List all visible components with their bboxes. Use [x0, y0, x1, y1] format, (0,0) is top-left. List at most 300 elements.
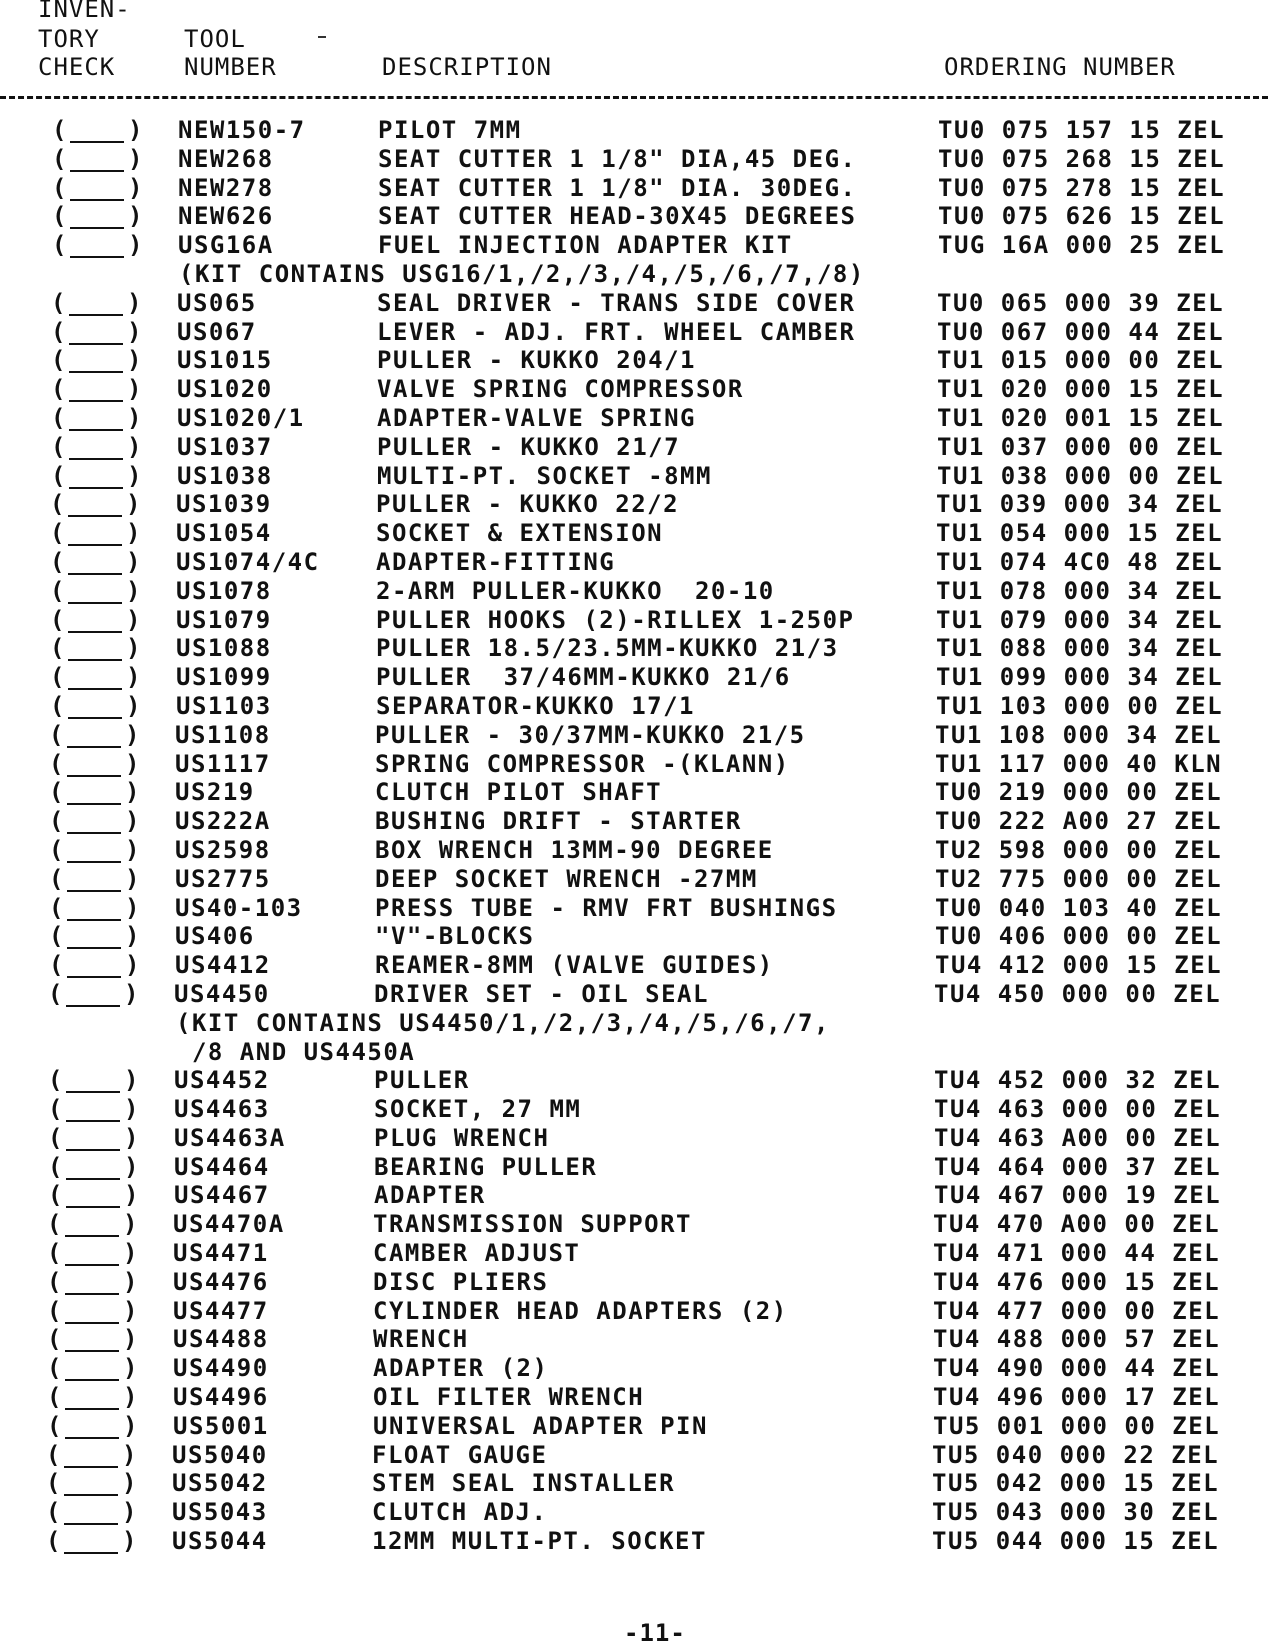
checkbox-blank-line: [70, 256, 124, 258]
checkbox-right-paren: ): [126, 490, 142, 519]
tool-number: US4471: [173, 1239, 269, 1268]
stray-mark: [318, 36, 326, 38]
table-row: [0, 749, 1280, 778]
inventory-checkbox[interactable]: [50, 662, 142, 692]
inventory-checkbox[interactable]: [49, 864, 141, 894]
ordering-number: TU1 117 000 40 KLN: [935, 749, 1223, 778]
checkbox-left-paren: (: [50, 576, 66, 605]
tool-list: [0, 115, 1280, 1555]
checkbox-right-paren: ): [122, 1469, 138, 1498]
inventory-checkbox[interactable]: [48, 1065, 140, 1095]
tool-description: PULLER - KUKKO 21/7: [377, 432, 681, 461]
checkbox-blank-line: [68, 717, 122, 719]
checkbox-blank-line: [69, 314, 123, 316]
checkbox-left-paren: (: [50, 663, 66, 692]
table-row: [0, 921, 1280, 950]
inventory-checkbox[interactable]: [50, 489, 142, 519]
tool-description: SOCKET, 27 MM: [374, 1095, 582, 1124]
inventory-checkbox[interactable]: [49, 777, 141, 807]
checkbox-right-paren: ): [128, 173, 144, 202]
kit-contents-note: [0, 1037, 1280, 1066]
ordering-number: TU0 222 A00 27 ZEL: [935, 807, 1223, 836]
inventory-checkbox[interactable]: [50, 605, 142, 635]
checkbox-left-paren: (: [49, 807, 65, 836]
checkbox-right-paren: ): [126, 663, 142, 692]
checkbox-blank-line: [68, 573, 122, 575]
table-row: [0, 461, 1280, 490]
checkbox-blank-line: [66, 1149, 120, 1151]
inventory-checkbox[interactable]: [50, 691, 142, 721]
ordering-number: TU1 099 000 34 ZEL: [936, 663, 1224, 692]
inventory-checkbox[interactable]: [50, 576, 142, 606]
checkbox-right-paren: ): [127, 288, 143, 317]
tool-number: US4463A: [174, 1123, 286, 1152]
checkbox-right-paren: ): [123, 1383, 139, 1412]
kit-contents-note: [0, 1008, 1280, 1037]
checkbox-right-paren: ): [125, 893, 141, 922]
checkbox-left-paren: (: [50, 634, 66, 663]
checkbox-right-paren: ): [123, 1325, 139, 1354]
checkbox-left-paren: (: [52, 231, 68, 260]
header-inventory-line2: TORY: [38, 25, 100, 53]
inventory-checkbox[interactable]: [51, 403, 143, 433]
header-description: DESCRIPTION: [382, 53, 552, 81]
tool-number: US1079: [176, 605, 272, 634]
table-row: [0, 691, 1280, 720]
tool-number: US067: [177, 317, 257, 346]
ordering-number: TUG 16A 000 25 ZEL: [938, 231, 1226, 260]
table-row: [0, 432, 1280, 461]
tool-number: US4496: [173, 1383, 269, 1412]
checkbox-right-paren: ): [123, 1296, 139, 1325]
tool-description: PULLER: [374, 1066, 470, 1095]
tool-number: US1103: [176, 691, 272, 720]
checkbox-blank-line: [68, 659, 122, 661]
checkbox-left-paren: (: [49, 951, 65, 980]
inventory-checkbox[interactable]: [50, 633, 142, 663]
inventory-checkbox[interactable]: [46, 1497, 138, 1527]
checkbox-left-paren: (: [52, 173, 68, 202]
inventory-checkbox[interactable]: [48, 1180, 140, 1210]
kit-contents-note: [0, 259, 1280, 288]
checkbox-right-paren: ): [125, 951, 141, 980]
checkbox-blank-line: [64, 1523, 118, 1525]
checkbox-left-paren: (: [47, 1325, 63, 1354]
table-row: [0, 547, 1280, 576]
table-row: [0, 1094, 1280, 1123]
checkbox-blank-line: [65, 1322, 119, 1324]
inventory-checkbox[interactable]: [52, 230, 144, 260]
table-row: [0, 230, 1280, 259]
inventory-checkbox[interactable]: [52, 173, 144, 203]
inventory-checkbox[interactable]: [52, 115, 144, 145]
table-row: [0, 777, 1280, 806]
tool-number: US1088: [176, 634, 272, 663]
ordering-number: TU4 471 000 44 ZEL: [933, 1239, 1221, 1268]
checkbox-right-paren: ): [127, 403, 143, 432]
tool-description: PRESS TUBE - RMV FRT BUSHINGS: [375, 893, 838, 922]
tool-description: 12MM MULTI-PT. SOCKET: [372, 1527, 707, 1556]
checkbox-left-paren: (: [48, 1181, 64, 1210]
table-row: [0, 1152, 1280, 1181]
tool-number: NEW268: [178, 144, 274, 173]
table-row: [0, 403, 1280, 432]
page-number: -11-: [624, 1619, 686, 1647]
ordering-number: TU2 775 000 00 ZEL: [935, 864, 1223, 893]
tool-number: US406: [175, 922, 255, 951]
inventory-checkbox[interactable]: [49, 893, 141, 923]
checkbox-right-paren: ): [125, 864, 141, 893]
checkbox-right-paren: ): [126, 547, 142, 576]
checkbox-blank-line: [68, 515, 122, 517]
tool-description: SEAT CUTTER 1 1/8" DIA. 30DEG.: [378, 173, 857, 202]
table-row: [0, 374, 1280, 403]
checkbox-left-paren: (: [50, 519, 66, 548]
checkbox-right-paren: ): [128, 116, 144, 144]
checkbox-right-paren: ): [123, 1267, 139, 1296]
checkbox-right-paren: ): [124, 1066, 140, 1095]
table-row: [0, 1267, 1280, 1296]
checkbox-blank-line: [68, 602, 122, 604]
ordering-number: TU0 040 103 40 ZEL: [935, 893, 1223, 922]
inventory-checkbox[interactable]: [52, 144, 144, 174]
table-row: [0, 806, 1280, 835]
header-inventory-line3: CHECK: [38, 53, 116, 81]
inventory-checkbox[interactable]: [51, 317, 143, 347]
table-row: [0, 288, 1280, 317]
checkbox-left-paren: (: [48, 1095, 64, 1124]
ordering-number: TU4 452 000 32 ZEL: [934, 1066, 1222, 1095]
tool-description: UNIVERSAL ADAPTER PIN: [373, 1411, 708, 1440]
ordering-number: TU4 470 A00 00 ZEL: [933, 1210, 1221, 1239]
inventory-checkbox[interactable]: [49, 806, 141, 836]
tool-number: US5040: [172, 1440, 268, 1469]
ordering-number: TU1 020 000 15 ZEL: [937, 375, 1225, 404]
checkbox-right-paren: ): [122, 1498, 138, 1527]
inventory-checkbox[interactable]: [47, 1324, 139, 1354]
tool-number: US1038: [177, 461, 273, 490]
tool-number: US1074/4C: [176, 547, 320, 576]
table-row: [0, 345, 1280, 374]
header-tool-line2: NUMBER: [184, 53, 277, 81]
tool-number: US5001: [173, 1411, 269, 1440]
tool-description: STEM SEAL INSTALLER: [372, 1469, 676, 1498]
inventory-checkbox[interactable]: [46, 1526, 138, 1556]
checkbox-left-paren: (: [51, 403, 67, 432]
inventory-checkbox[interactable]: [50, 518, 142, 548]
ordering-number: TU4 496 000 17 ZEL: [933, 1383, 1221, 1412]
table-row: [0, 893, 1280, 922]
tool-number: US4490: [173, 1354, 269, 1383]
ordering-number: TU0 219 000 00 ZEL: [935, 778, 1223, 807]
ordering-number: TU1 054 000 15 ZEL: [936, 519, 1224, 548]
checkbox-right-paren: ): [123, 1239, 139, 1268]
tool-number: US1020/1: [177, 403, 305, 432]
inventory-checkbox[interactable]: [47, 1296, 139, 1326]
checkbox-left-paren: (: [49, 893, 65, 922]
tool-description: SOCKET & EXTENSION: [376, 519, 664, 548]
ordering-number: TU4 490 000 44 ZEL: [933, 1354, 1221, 1383]
checkbox-right-paren: ): [124, 1095, 140, 1124]
checkbox-left-paren: (: [49, 835, 65, 864]
table-row: [0, 662, 1280, 691]
checkbox-blank-line: [65, 1235, 119, 1237]
checkbox-left-paren: (: [50, 691, 66, 720]
tool-description: ADAPTER: [374, 1181, 486, 1210]
ordering-number: TU4 412 000 15 ZEL: [935, 951, 1223, 980]
tool-description: FLOAT GAUGE: [372, 1440, 548, 1469]
inventory-checkbox[interactable]: [47, 1411, 139, 1441]
inventory-checkbox[interactable]: [46, 1468, 138, 1498]
tool-description: SPRING COMPRESSOR -(KLANN): [375, 749, 790, 778]
checkbox-blank-line: [64, 1552, 118, 1554]
table-row: [0, 605, 1280, 634]
ordering-number: TU4 467 000 19 ZEL: [934, 1181, 1222, 1210]
checkbox-blank-line: [68, 544, 122, 546]
inventory-checkbox[interactable]: [47, 1267, 139, 1297]
checkbox-blank-line: [70, 170, 124, 172]
inventory-checkbox[interactable]: [49, 921, 141, 951]
checkbox-left-paren: (: [51, 317, 67, 346]
inventory-checkbox[interactable]: [49, 950, 141, 980]
tool-number: US2775: [175, 864, 271, 893]
tool-number: US4452: [174, 1066, 270, 1095]
tool-description: VALVE SPRING COMPRESSOR: [377, 375, 744, 404]
checkbox-right-paren: ): [125, 749, 141, 778]
tool-description: SEAT CUTTER HEAD-30X45 DEGREES: [378, 202, 857, 231]
note-text: (KIT CONTAINS USG16/1,/2,/3,/4,/5,/6,/7,/8): [179, 259, 865, 288]
ordering-number: TU1 037 000 00 ZEL: [937, 432, 1225, 461]
checkbox-blank-line: [70, 199, 124, 201]
checkbox-left-paren: (: [47, 1354, 63, 1383]
inventory-checkbox[interactable]: [51, 288, 143, 318]
note-text: /8 AND US4450A: [176, 1037, 416, 1066]
header-divider: [0, 96, 1268, 99]
checkbox-blank-line: [67, 947, 121, 949]
ordering-number: TU4 450 000 00 ZEL: [934, 979, 1222, 1008]
ordering-number: TU1 074 4C0 48 ZEL: [936, 547, 1224, 576]
ordering-number: TU0 075 278 15 ZEL: [938, 173, 1226, 202]
inventory-checkbox[interactable]: [48, 1152, 140, 1182]
checkbox-left-paren: (: [47, 1210, 63, 1239]
table-row: [0, 835, 1280, 864]
tool-description: SEAT CUTTER 1 1/8" DIA,45 DEG.: [378, 144, 857, 173]
table-row: [0, 1497, 1280, 1526]
table-row: [0, 201, 1280, 230]
inventory-checkbox[interactable]: [47, 1382, 139, 1412]
tool-description: CAMBER ADJUST: [373, 1239, 581, 1268]
ordering-number: TU0 075 268 15 ZEL: [938, 144, 1226, 173]
checkbox-right-paren: ): [127, 346, 143, 375]
tool-description: 2-ARM PULLER-KUKKO 20-10: [376, 576, 775, 605]
tool-number: US5043: [172, 1498, 268, 1527]
table-row: [0, 173, 1280, 202]
tool-description: CLUTCH ADJ.: [372, 1498, 548, 1527]
checkbox-right-paren: ): [126, 605, 142, 634]
tool-description: ADAPTER-VALVE SPRING: [377, 403, 696, 432]
checkbox-right-paren: ): [126, 576, 142, 605]
checkbox-blank-line: [70, 141, 124, 143]
tool-number: US4464: [174, 1152, 270, 1181]
checkbox-left-paren: (: [48, 1152, 64, 1181]
checkbox-blank-line: [66, 1206, 120, 1208]
tool-number: US5042: [172, 1469, 268, 1498]
checkbox-blank-line: [67, 861, 121, 863]
tool-description: DISC PLIERS: [373, 1267, 549, 1296]
tool-number: US219: [175, 778, 255, 807]
ordering-number: TU1 079 000 34 ZEL: [936, 605, 1224, 634]
inventory-checkbox[interactable]: [49, 749, 141, 779]
table-row: [0, 633, 1280, 662]
checkbox-left-paren: (: [52, 116, 68, 144]
tool-number: US065: [177, 288, 257, 317]
tool-description: CYLINDER HEAD ADAPTERS (2): [373, 1296, 788, 1325]
checkbox-blank-line: [67, 919, 121, 921]
table-row: [0, 1209, 1280, 1238]
header-ordering-number: ORDERING NUMBER: [944, 53, 1176, 81]
table-row: [0, 1123, 1280, 1152]
checkbox-blank-line: [67, 832, 121, 834]
inventory-checkbox[interactable]: [48, 979, 140, 1009]
ordering-number: TU4 464 000 37 ZEL: [934, 1152, 1222, 1181]
checkbox-left-paren: (: [49, 749, 65, 778]
checkbox-blank-line: [69, 343, 123, 345]
checkbox-left-paren: (: [48, 979, 64, 1008]
tool-number: US1054: [176, 519, 272, 548]
checkbox-right-paren: ): [122, 1440, 138, 1469]
tool-description: PULLER HOOKS (2)-RILLEX 1-250P: [376, 605, 855, 634]
tool-number: US222A: [175, 807, 271, 836]
checkbox-right-paren: ): [127, 375, 143, 404]
inventory-checkbox[interactable]: [51, 345, 143, 375]
ordering-number: TU5 043 000 30 ZEL: [932, 1498, 1220, 1527]
checkbox-right-paren: ): [124, 1152, 140, 1181]
table-row: [0, 1324, 1280, 1353]
inventory-checkbox[interactable]: [48, 1094, 140, 1124]
inventory-checkbox[interactable]: [49, 835, 141, 865]
checkbox-right-paren: ): [122, 1527, 138, 1556]
tool-number: US40-103: [175, 893, 303, 922]
checkbox-blank-line: [65, 1264, 119, 1266]
checkbox-left-paren: (: [48, 1123, 64, 1152]
checkbox-right-paren: ): [125, 778, 141, 807]
table-row: [0, 720, 1280, 749]
table-row: [0, 979, 1280, 1008]
tool-description: MULTI-PT. SOCKET -8MM: [377, 461, 712, 490]
tool-description: REAMER-8MM (VALVE GUIDES): [375, 951, 774, 980]
checkbox-left-paren: (: [51, 375, 67, 404]
checkbox-blank-line: [69, 371, 123, 373]
tool-description: FUEL INJECTION ADAPTER KIT: [378, 231, 793, 260]
tool-description: PILOT 7MM: [378, 116, 522, 144]
table-row: [0, 576, 1280, 605]
checkbox-blank-line: [65, 1350, 119, 1352]
tool-number: US1015: [177, 346, 273, 375]
ordering-number: TU0 075 626 15 ZEL: [938, 202, 1226, 231]
inventory-checkbox[interactable]: [47, 1209, 139, 1239]
tool-description: SEAL DRIVER - TRANS SIDE COVER: [377, 288, 856, 317]
tool-description: SEPARATOR-KUKKO 17/1: [376, 691, 695, 720]
table-row: [0, 1526, 1280, 1555]
tool-number: US1039: [176, 490, 272, 519]
checkbox-blank-line: [64, 1494, 118, 1496]
inventory-checkbox[interactable]: [46, 1440, 138, 1470]
tool-number: US4476: [173, 1267, 269, 1296]
ordering-number: TU1 088 000 34 ZEL: [936, 634, 1224, 663]
tool-number: NEW150-7: [178, 116, 306, 144]
ordering-number: TU1 020 001 15 ZEL: [937, 403, 1225, 432]
checkbox-blank-line: [69, 487, 123, 489]
checkbox-left-paren: (: [50, 547, 66, 576]
tool-number: US1117: [175, 749, 271, 778]
inventory-checkbox[interactable]: [51, 461, 143, 491]
tool-description: OIL FILTER WRENCH: [373, 1383, 645, 1412]
ordering-number: TU5 042 000 15 ZEL: [932, 1469, 1220, 1498]
checkbox-blank-line: [66, 1005, 120, 1007]
ordering-number: TU1 039 000 34 ZEL: [936, 490, 1224, 519]
inventory-checkbox[interactable]: [52, 201, 144, 231]
inventory-checkbox[interactable]: [51, 374, 143, 404]
ordering-number: TU4 477 000 00 ZEL: [933, 1296, 1221, 1325]
tool-description: PULLER - KUKKO 204/1: [377, 346, 696, 375]
ordering-number: TU5 040 000 22 ZEL: [932, 1440, 1220, 1469]
checkbox-blank-line: [69, 458, 123, 460]
tool-number: NEW278: [178, 173, 274, 202]
checkbox-left-paren: (: [46, 1440, 62, 1469]
table-row: [0, 864, 1280, 893]
ordering-number: TU4 488 000 57 ZEL: [933, 1325, 1221, 1354]
inventory-checkbox[interactable]: [49, 720, 141, 750]
ordering-number: TU5 044 000 15 ZEL: [932, 1527, 1220, 1556]
checkbox-left-paren: (: [49, 778, 65, 807]
tool-description: BUSHING DRIFT - STARTER: [375, 807, 742, 836]
tool-number: US1037: [177, 432, 273, 461]
inventory-checkbox[interactable]: [50, 547, 142, 577]
tool-number: NEW626: [178, 202, 274, 231]
tool-number: US2598: [175, 835, 271, 864]
table-row: [0, 489, 1280, 518]
tool-description: ADAPTER (2): [373, 1354, 549, 1383]
tool-number: US4412: [175, 951, 271, 980]
table-row: [0, 1411, 1280, 1440]
tool-description: DEEP SOCKET WRENCH -27MM: [375, 864, 758, 893]
table-row: [0, 115, 1280, 144]
inventory-checkbox[interactable]: [48, 1123, 140, 1153]
checkbox-left-paren: (: [50, 490, 66, 519]
checkbox-right-paren: ): [127, 461, 143, 490]
ordering-number: TU1 038 000 00 ZEL: [937, 461, 1225, 490]
inventory-checkbox[interactable]: [51, 432, 143, 462]
table-row: [0, 317, 1280, 346]
ordering-number: TU1 015 000 00 ZEL: [937, 346, 1225, 375]
checkbox-right-paren: ): [126, 634, 142, 663]
note-text: (KIT CONTAINS US4450/1,/2,/3,/4,/5,/6,/7,: [176, 1008, 830, 1037]
tool-number: US4488: [173, 1325, 269, 1354]
checkbox-left-paren: (: [47, 1383, 63, 1412]
tool-description: PULLER 37/46MM-KUKKO 21/6: [376, 663, 791, 692]
checkbox-right-paren: ): [126, 691, 142, 720]
table-row: [0, 1238, 1280, 1267]
checkbox-blank-line: [69, 400, 123, 402]
checkbox-left-paren: (: [49, 922, 65, 951]
inventory-checkbox[interactable]: [47, 1353, 139, 1383]
checkbox-blank-line: [67, 803, 121, 805]
checkbox-blank-line: [66, 1091, 120, 1093]
inventory-checkbox[interactable]: [47, 1238, 139, 1268]
ordering-number: TU0 075 157 15 ZEL: [938, 116, 1226, 144]
ordering-number: TU0 067 000 44 ZEL: [937, 317, 1225, 346]
tool-number: US4467: [174, 1181, 270, 1210]
